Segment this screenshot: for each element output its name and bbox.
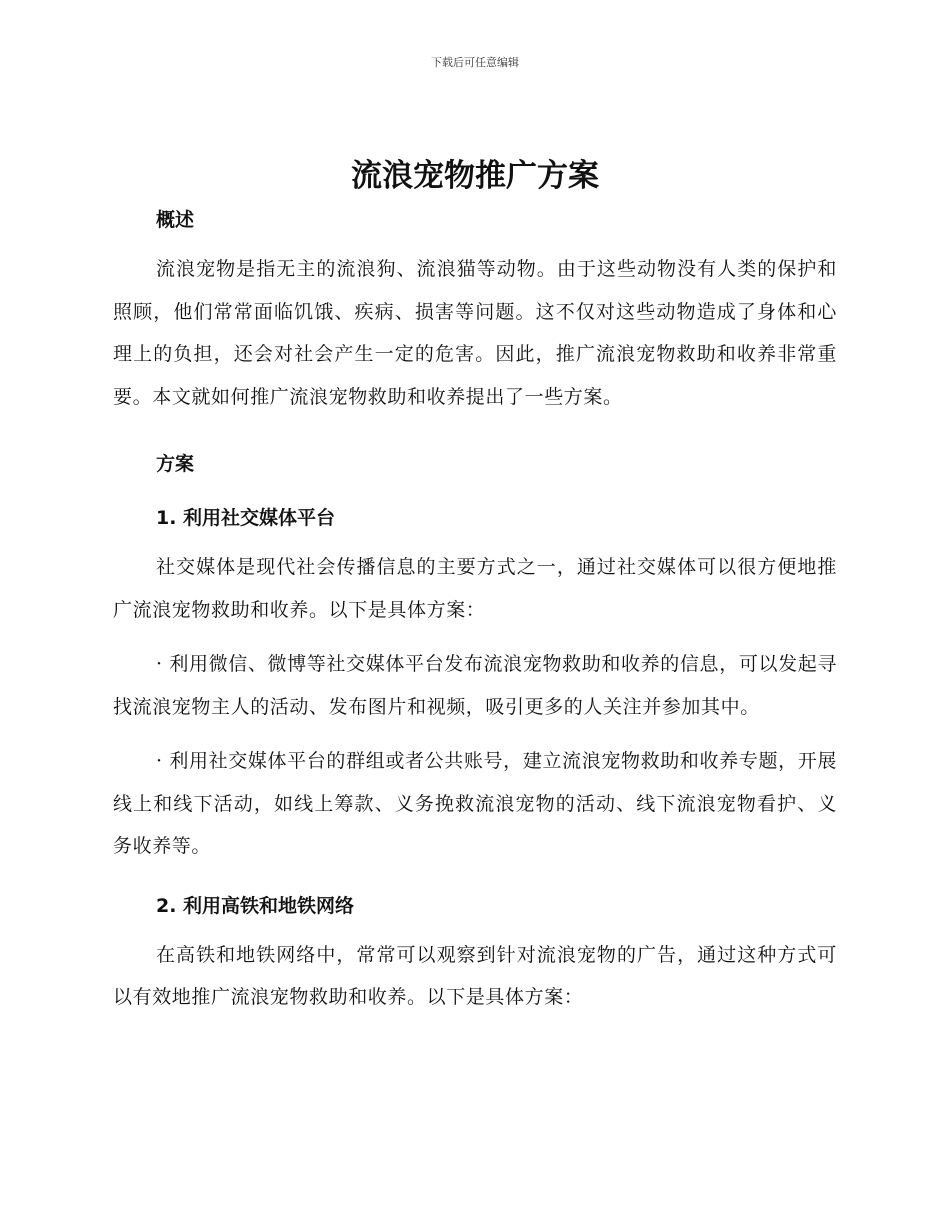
section-heading-overview: 概述 bbox=[156, 209, 195, 231]
item1-intro-paragraph: 社交媒体是现代社会传播信息的主要方式之一，通过社交媒体可以很方便地推广流浪宠物救助和收养。以下是具体方案： bbox=[113, 556, 837, 621]
document-body bbox=[113, 204, 837, 1019]
item2-intro-paragraph: 在高铁和地铁网络中，常常可以观察到针对流浪宠物的广告，通过这种方式可以有效地推广流浪宠物救助和收养。以下是具体方案： bbox=[113, 943, 837, 1008]
item2-heading: 2. 利用高铁和地铁网络 bbox=[156, 894, 355, 917]
item1-bullet-1: · 利用微信、微博等社交媒体平台发布流浪宠物救助和收养的信息，可以发起寻找流浪宠物主人的活动、发布图片和视频，吸引更多的人关注并参加其中。 bbox=[113, 653, 837, 718]
overview-paragraph: 流浪宠物是指无主的流浪狗、流浪猫等动物。由于这些动物没有人类的保护和照顾，他们常常面临饥饿、疾病、损害等问题。这不仅对这些动物造成了身体和心理上的负担，还会对社会产生一定的危害。因此，推广流浪宠物救助和收养非常重要。本文就如何推广流浪宠物救助和收养提出了一些方案。 bbox=[113, 258, 837, 408]
header-note: 下载后可任意编辑 bbox=[431, 56, 519, 69]
section-heading-plan: 方案 bbox=[156, 453, 195, 475]
item1-bullet-2: · 利用社交媒体平台的群组或者公共账号，建立流浪宠物救助和收养专题，开展线上和线下活动，如线上筹款、义务挽救流浪宠物的活动、线下流浪宠物看护、义务收养等。 bbox=[113, 750, 837, 857]
item1-heading: 1. 利用社交媒体平台 bbox=[156, 507, 336, 529]
document-title: 流浪宠物推广方案 bbox=[351, 158, 599, 194]
